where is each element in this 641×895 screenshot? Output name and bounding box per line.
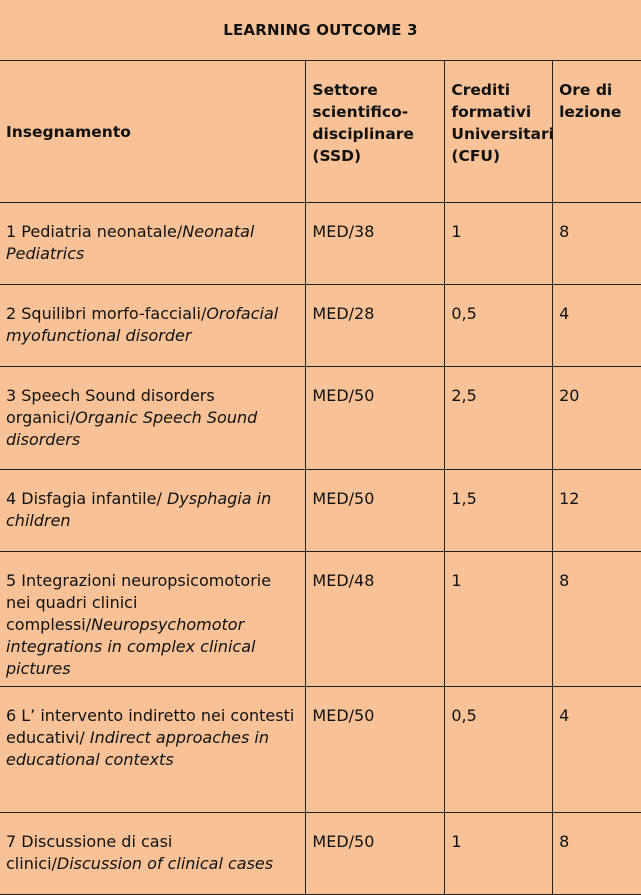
header-hours: Ore di lezione [553,61,641,203]
course-name-en: Discussion of clinical cases [56,854,274,873]
course-cell [0,552,306,687]
table-row [0,687,641,813]
table-title-row [0,0,641,61]
course-name-en: Neonatal Pediatrics [6,222,255,263]
cfu-cell: 1,5 [445,470,553,552]
course-name-it: 2 Squilibri morfo-facciali/ [6,304,207,323]
course-name-it: 7 Discussione di casi clinici/ [6,832,173,873]
ssd-cell: MED/48 [306,552,445,687]
table-row [0,470,641,552]
course-name-en: Orofacial myofunctional disorder [6,304,279,345]
header-course: Insegnamento [0,61,306,203]
course-name-en: Neuropsychomotor integrations in complex clinical pictures [6,615,256,678]
course-cell [0,813,306,895]
course-name-it: 3 Speech Sound disorders organici/ [6,386,215,427]
table-title: LEARNING OUTCOME 3 [0,0,641,61]
cfu-cell: 1 [445,203,553,285]
table-row [0,813,641,895]
course-name-it: 6 L’ intervento indiretto nei contesti educativi/ [6,706,295,747]
course-name-it: 5 Integrazioni neuropsicomotorie nei quadri clinici complessi/ [6,571,272,634]
ssd-cell: MED/50 [306,687,445,813]
header-ssd: Settore scientifico-disciplinare (SSD) [306,61,445,203]
course-cell [0,470,306,552]
course-cell [0,285,306,367]
header-cfu: Crediti formativi Universitari (CFU) [445,61,553,203]
cfu-cell: 1 [445,813,553,895]
table-row [0,367,641,470]
ssd-cell: MED/50 [306,813,445,895]
cfu-cell: 1 [445,552,553,687]
table-header-row [0,61,641,203]
table-row [0,203,641,285]
ssd-cell: MED/38 [306,203,445,285]
course-name-en: Organic Speech Sound disorders [6,408,258,449]
table-row [0,285,641,367]
hours-cell: 4 [553,285,641,367]
cfu-cell: 2,5 [445,367,553,470]
hours-cell: 20 [553,367,641,470]
cfu-cell: 0,5 [445,687,553,813]
hours-cell: 4 [553,687,641,813]
ssd-cell: MED/28 [306,285,445,367]
hours-cell: 8 [553,813,641,895]
cfu-cell: 0,5 [445,285,553,367]
course-cell [0,367,306,470]
hours-cell: 8 [553,203,641,285]
ssd-cell: MED/50 [306,470,445,552]
table-row [0,552,641,687]
course-name-en: Indirect approaches in educational contexts [6,728,269,769]
hours-cell: 12 [553,470,641,552]
course-name-it: 1 Pediatria neonatale/ [6,222,183,241]
course-name-en: Dysphagia in children [6,489,272,530]
course-cell [0,687,306,813]
course-name-it: 4 Disfagia infantile/ [6,489,167,508]
course-cell [0,203,306,285]
hours-cell: 8 [553,552,641,687]
ssd-cell: MED/50 [306,367,445,470]
